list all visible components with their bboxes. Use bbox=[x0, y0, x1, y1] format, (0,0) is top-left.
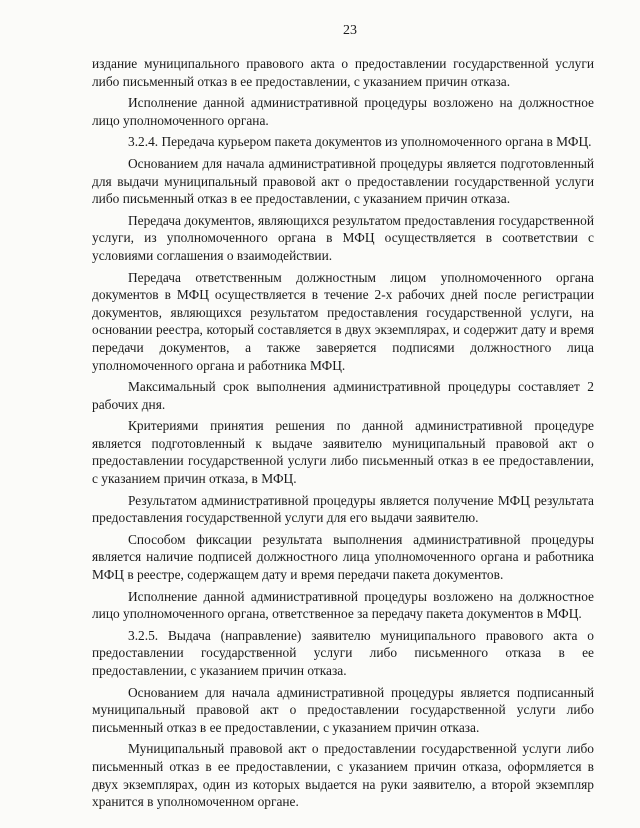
paragraph: Способом фиксации результата выполнения административной процедуры является наличие подписей должностного лица уполномоченного органа и работника МФЦ в реестре, содержащем дату и время передачи пакета документов. bbox=[92, 531, 594, 583]
paragraph: Критериями принятия решения по данной административной процедуре является подготовленный к выдаче заявителю муниципальный правовой акт о предоставлении государственной услуги либо письменный отказ в ее предоставлении, с указанием причин отказа, в МФЦ. bbox=[92, 418, 594, 487]
document-body bbox=[92, 55, 594, 811]
paragraph: 3.2.5. Выдача (направление) заявителю муниципального правового акта о предоставлении государственной услуги либо письменного отказа в ее предоставлении, с указанием причин отказа. bbox=[92, 627, 594, 678]
paragraph: Основанием для начала административной процедуры является подготовленный для выдачи муниципальный правовой акт о предоставлении государственной услуги либо письменный отказ в ее предоставлении, с указанием причин отказа. bbox=[92, 155, 594, 207]
paragraph: Исполнение данной административной процедуры возложено на должностное лицо уполномоченного органа, ответственное за передачу пакета документов в МФЦ. bbox=[92, 588, 594, 622]
paragraph: Передача документов, являющихся результатом предоставления государственной услуги, из уполномоченного органа в МФЦ осуществляется в соответствии с условиями соглашения о взаимодействии. bbox=[92, 212, 594, 263]
paragraph: Основанием для начала административной процедуры является подписанный муниципальный правовой акт о предоставлении государственной услуги либо письменный отказ в ее предоставлении, с указанием причин отказа. bbox=[92, 684, 594, 735]
paragraph: Передача ответственным должностным лицом уполномоченного органа документов в МФЦ осуществляется в течение 2-х рабочих дней после регистрации документов, являющихся результатом предоставления государственной услуги, на основании реестра, который составляется в двух экземплярах, и содержит дату и время передачи документов, а также заверяется подписями должностного лица уполномоченного органа и работника МФЦ. bbox=[92, 269, 594, 373]
paragraph: 3.2.4. Передача курьером пакета документов из уполномоченного органа в МФЦ. bbox=[128, 134, 592, 150]
paragraph: Максимальный срок выполнения административной процедуры составляет 2 рабочих дня. bbox=[92, 379, 594, 412]
paragraph: Результатом административной процедуры является получение МФЦ результата предоставления государственной услуги для его выдачи заявителю. bbox=[92, 492, 594, 526]
paragraph: издание муниципального правового акта о предоставлении государственной услуги либо письменный отказ в ее предоставлении, с указанием причин отказа. bbox=[92, 56, 594, 89]
page-number: 23 bbox=[343, 23, 357, 38]
paragraph: Муниципальный правовой акт о предоставлении государственной услуги либо письменный отказ в ее предоставлении, с указанием причин отказа, оформляется в двух экземплярах, один из которых выдается на руки заявителю, а второй экземпляр хранится в уполномоченном органе. bbox=[92, 741, 594, 810]
paragraph: Исполнение данной административной процедуры возложено на должностное лицо уполномоченного органа. bbox=[92, 95, 594, 128]
